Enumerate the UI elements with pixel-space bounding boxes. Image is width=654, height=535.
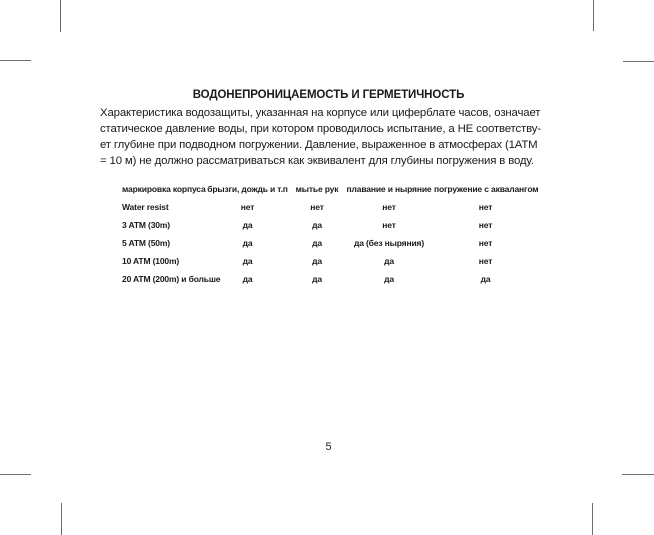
- table-cell: да: [312, 238, 322, 248]
- crop-mark-top-left-vertical: [60, 0, 61, 32]
- table-row-label: 5 ATM (50m): [122, 238, 170, 248]
- crop-mark-bottom-left-vertical: [61, 503, 62, 535]
- paragraph-line: Характеристика водозащиты, указанная на корпусе или циферблате часов, означает: [100, 107, 541, 119]
- table-row-label: 10 ATM (100m): [122, 256, 180, 266]
- table-cell: нет: [382, 202, 396, 212]
- table-cell: нет: [478, 220, 493, 230]
- crop-mark-bottom-right-vertical: [592, 503, 593, 535]
- table-cell: нет: [478, 202, 493, 212]
- table-cell: да: [242, 256, 253, 266]
- table-cell: нет: [382, 220, 396, 230]
- paragraph-line: = 10 м) не должно рассматриваться как эквивалент для глубины погружения в воду.: [100, 155, 534, 167]
- table-cell: нет: [310, 202, 324, 212]
- table-cell: да: [312, 256, 322, 266]
- table-header-handwash: мытье рук: [295, 184, 339, 194]
- crop-mark-top-right-vertical: [593, 0, 594, 31]
- crop-mark-bottom-left-horizontal: [0, 474, 31, 475]
- table-header-scuba: погружение с аквалангом: [434, 184, 539, 194]
- paragraph-line: статическое давление воды, при котором проводилось испытание, а НЕ соответству-: [100, 123, 541, 135]
- water-resistance-table: [122, 180, 537, 288]
- table-header-splashes: брызги, дождь и т.п: [207, 184, 288, 194]
- paragraph-line: ет глубине при подводном погружении. Давление, выраженное в атмосферах (1АТМ: [100, 139, 538, 151]
- table-cell: да: [384, 256, 394, 266]
- table-cell: да: [242, 220, 253, 230]
- crop-mark-top-right-horizontal: [623, 61, 654, 62]
- table-cell: нет: [478, 238, 493, 248]
- crop-mark-bottom-right-horizontal: [622, 474, 654, 475]
- table-cell: да: [312, 220, 322, 230]
- table-cell: нет: [478, 256, 493, 266]
- table-cell: да: [242, 238, 253, 248]
- page-number: 5: [325, 441, 332, 453]
- table-row-label: Water resist: [122, 202, 169, 212]
- table-cell: да: [312, 274, 322, 284]
- table-cell: да (без ныряния): [353, 238, 425, 248]
- table-header-marking: маркировка корпуса: [122, 184, 206, 194]
- table-row-label: 20 ATM (200m) и больше: [122, 274, 221, 284]
- table-cell: да: [384, 274, 394, 284]
- table-header-swimming: плавание и ныряние: [346, 184, 432, 194]
- intro-paragraph: [100, 105, 560, 169]
- table-cell: да: [480, 274, 491, 284]
- table-cell: да: [242, 274, 253, 284]
- crop-mark-top-left-horizontal: [0, 60, 31, 61]
- table-cell: нет: [240, 202, 255, 212]
- page-title: ВОДОНЕПРОНИЦАЕМОСТЬ И ГЕРМЕТИЧНОСТЬ: [192, 89, 465, 101]
- table-row-label: 3 ATM (30m): [122, 220, 170, 230]
